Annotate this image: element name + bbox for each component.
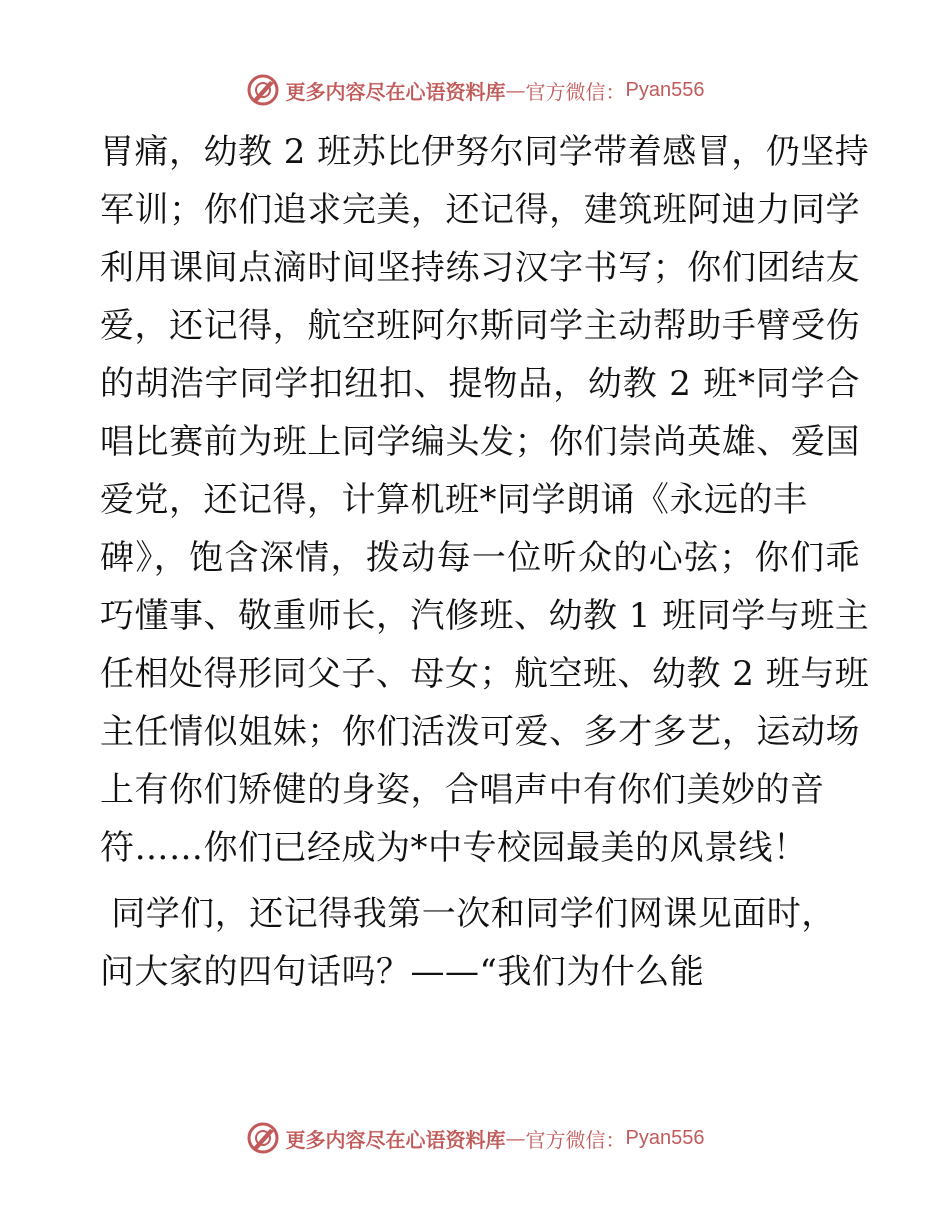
header-dash: —: [505, 78, 526, 102]
brand-logo-icon: [246, 1121, 280, 1155]
body-line: 碑》，饱含深情，拨动每一位听众的心弦；你们乖: [100, 538, 860, 578]
body-line: 的胡浩宇同学扣纽扣、提物品，幼教 2 班*同学合: [100, 364, 860, 404]
body-line: 主任情似姐妹；你们活泼可爱、多才多艺，运动场: [100, 712, 860, 752]
body-line: 任相处得形同父子、母女；航空班、幼教 2 班与班: [100, 654, 870, 694]
body-line: 军训；你们追求完美，还记得，建筑班阿迪力同学: [100, 190, 860, 230]
body-line: 唱比赛前为班上同学编头发；你们崇尚英雄、爱国: [100, 422, 860, 462]
body-line: 符……你们已经成为*中专校园最美的风景线！: [100, 828, 808, 868]
body-line: 问大家的四句话吗？——“我们为什么能: [100, 952, 705, 992]
paragraph-gap: [100, 877, 860, 885]
body-line: 巧懂事、敬重师长，汽修班、幼教 1 班同学与班主: [100, 596, 870, 636]
header-banner: [0, 70, 950, 110]
footer-contact-label: 官方微信：: [525, 1127, 626, 1152]
body-line: 爱，还记得，航空班阿尔斯同学主动帮助手臂受伤: [100, 306, 860, 346]
body-line: 上有你们矫健的身姿，合唱声中有你们美妙的音: [100, 770, 825, 810]
header-brand-text: 更多内容尽在心语资料库: [285, 79, 506, 104]
body-line: 同学们，还记得我第一次和同学们网课见面时，: [100, 894, 836, 934]
header-contact-label: 官方微信：: [525, 79, 626, 104]
body-line: 利用课间点滴时间坚持练习汉字书写；你们团结友: [100, 248, 860, 288]
body-line: 爱党，还记得，计算机班*同学朗诵《永远的丰: [100, 480, 808, 520]
document-body: [100, 123, 870, 1001]
footer-banner: [0, 1118, 950, 1158]
footer-brand-text: 更多内容尽在心语资料库: [285, 1127, 506, 1152]
brand-logo-icon: [246, 73, 280, 107]
footer-contact-id: Pyan556: [625, 1126, 705, 1149]
footer-dash: —: [505, 1126, 526, 1150]
header-contact-id: Pyan556: [625, 78, 705, 101]
body-line: 胃痛，幼教 2 班苏比伊努尔同学带着感冒，仍坚持: [100, 132, 870, 172]
